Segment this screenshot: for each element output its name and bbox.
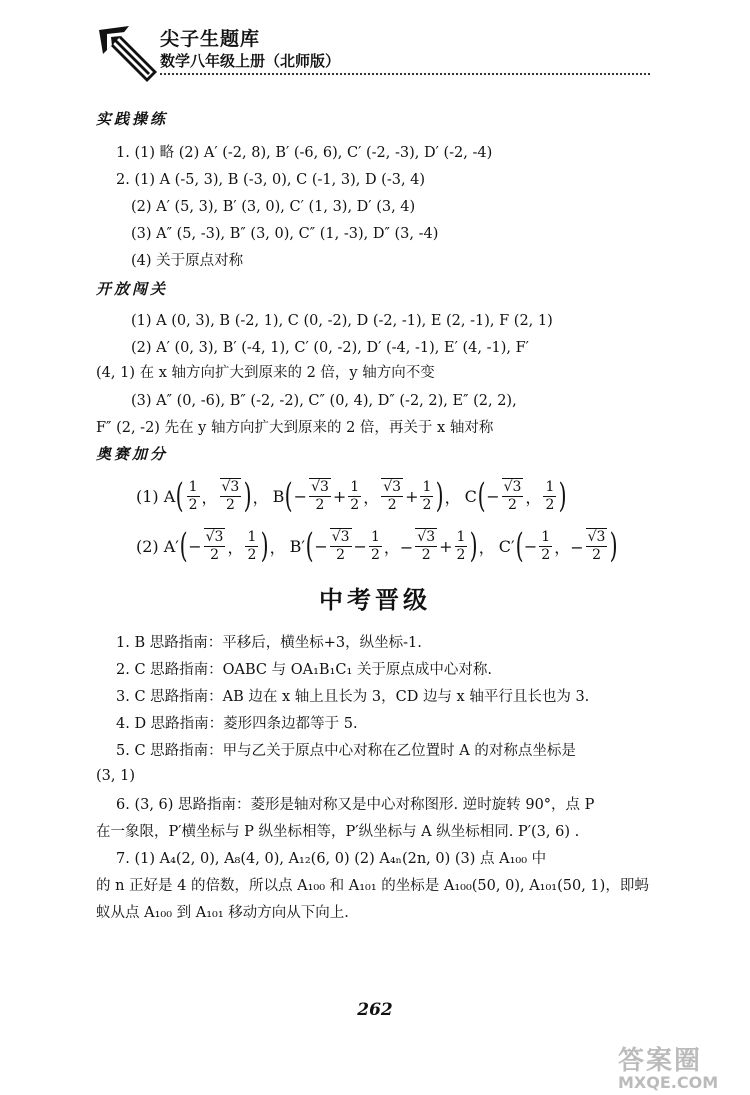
answer-line: (2) A′ (5, 3), B′ (3, 0), C′ (1, 3), D′ (3, 4)	[131, 199, 416, 215]
math-line-1: (1) A ( $\frac{1}{2}$ ， $\frac{√3}{2}$ ) ， B ( − $\frac{√3}{2}$ + $\frac{1}{2}$ ， $\frac{√3}{2}$ + $\frac{1}{2}$ ) ， C ( − $\frac{√3}{2}$ ， $\frac{1}{2}$ )	[136, 476, 567, 516]
answer-line: (3) A″ (5, -3), B″ (3, 0), C″ (1, -3), D″ (3, -4)	[131, 226, 439, 242]
fraction: $\frac{1}{2}$	[456, 528, 466, 563]
fraction: $\frac{1}{2}$	[545, 478, 555, 513]
fraction: $\frac{1}{2}$	[370, 528, 380, 563]
answer-line: (1) A (0, 3), B (-2, 1), C (0, -2), D (-2, -1), E (2, -1), F (2, 1)	[131, 313, 553, 329]
fraction: $\frac{1}{2}$	[188, 478, 198, 513]
paren: (	[175, 476, 184, 516]
fraction: $\frac{√3}{2}$	[417, 529, 436, 563]
math-label: C′	[498, 536, 515, 556]
math-label: B	[272, 486, 285, 506]
book-title: 尖子生题库	[160, 28, 261, 50]
paren: )	[470, 526, 479, 566]
answer-line: (4, 1) 在 x 轴方向扩大到原来的 2 倍，y 轴方向不变	[96, 365, 435, 381]
math-label: C	[464, 486, 477, 506]
section-heading-olympiad: 奥赛加分	[96, 445, 169, 463]
math-label: (1) A	[136, 486, 176, 506]
fraction: $\frac{√3}{2}$	[221, 479, 240, 513]
answer-line: 1. B 思路指南：平移后，横坐标+3，纵坐标-1.	[116, 635, 422, 651]
answer-line: 3. C 思路指南：AB 边在 x 轴上且长为 3，CD 边与 x 轴平行且长也为 3.	[116, 689, 590, 705]
answer-line: 4. D 思路指南：菱形四条边都等于 5.	[116, 716, 358, 732]
answer-line: 的 n 正好是 4 的倍数，所以点 A₁₀₀ 和 A₁₀₁ 的坐标是 A₁₀₀(50, 0), A₁₀₁(50, 1)，即蚂	[96, 878, 649, 894]
answer-line: 在一象限，P′横坐标与 P 纵坐标相等，P′纵坐标与 A 纵坐标相同. P′(3, 6) .	[96, 824, 580, 840]
fraction: $\frac{√3}{2}$	[503, 479, 522, 513]
book-subtitle: 数学八年级上册（北师版）	[160, 52, 341, 70]
fraction: $\frac{√3}{2}$	[311, 479, 329, 513]
arrow-logo-icon	[95, 20, 165, 90]
section-heading-exam: 中考晋级	[319, 586, 431, 614]
fraction: $\frac{√3}{2}$	[205, 529, 224, 563]
paren: )	[559, 476, 567, 516]
answer-line: 1. (1) 略 (2) A′ (-2, 8), B′ (-6, 6), C′ (-2, -3), D′ (-2, -4)	[116, 145, 493, 161]
section-heading-open: 开放闯关	[96, 280, 169, 298]
paren: (	[179, 526, 188, 566]
watermark-url: MXQE.COM	[618, 1073, 719, 1092]
header-divider	[160, 73, 650, 75]
answer-line: (2) A′ (0, 3), B′ (-4, 1), C′ (0, -2), D′ (-4, -1), E′ (4, -1), F′	[131, 340, 529, 356]
answer-line: (3) A″ (0, -6), B″ (-2, -2), C″ (0, 4), D″ (-2, 2), E″ (2, 2),	[131, 393, 517, 409]
answer-line: F″ (2, -2) 先在 y 轴方向扩大到原来的 2 倍，再关于 x 轴对称	[96, 420, 494, 436]
math-label: B′	[289, 536, 306, 556]
answer-line: 7. (1) A₄(2, 0), A₈(4, 0), A₁₂(6, 0) (2) A₄ₙ(2n, 0) (3) 点 A₁₀₀ 中	[116, 851, 547, 867]
paren: (	[515, 526, 524, 566]
fraction: $\frac{√3}{2}$	[587, 529, 606, 563]
fraction: $\frac{√3}{2}$	[383, 479, 402, 513]
paren: )	[436, 476, 445, 516]
math-label: (2) A′	[136, 536, 179, 556]
page-number: 262	[357, 1000, 393, 1020]
paren: )	[243, 476, 252, 516]
answer-line: 2. (1) A (-5, 3), B (-3, 0), C (-1, 3), D (-3, 4)	[116, 172, 426, 188]
paren: )	[261, 526, 269, 566]
section-heading-practice: 实践操练	[96, 110, 169, 128]
math-line-2: (2) A′ ( − $\frac{√3}{2}$ ， $\frac{1}{2}$ ) ， B′ ( − $\frac{√3}{2}$ − $\frac{1}{2}$ ，− $\frac{√3}{2}$ + $\frac{1}{2}$ ) ， C′ ( − $\frac{1}{2}$ ，− $\frac{√3}{2}$ )	[136, 526, 619, 566]
fraction: $\frac{1}{2}$	[422, 478, 432, 513]
answer-line: 2. C 思路指南：OABC 与 OA₁B₁C₁ 关于原点成中心对称.	[116, 662, 493, 678]
paren: (	[285, 476, 294, 516]
paren: (	[477, 476, 486, 516]
answer-line: 6. (3, 6) 思路指南：菱形是轴对称又是中心对称图形. 逆时旋转 90°，点 P	[116, 797, 595, 813]
fraction: $\frac{√3}{2}$	[331, 529, 350, 563]
watermark-text: 答案圈	[618, 1046, 703, 1076]
answer-line: 蚁从点 A₁₀₀ 到 A₁₀₁ 移动方向从下向上.	[96, 905, 349, 921]
answer-line: (3, 1)	[96, 768, 135, 784]
paren: (	[305, 526, 314, 566]
book-header	[95, 20, 655, 90]
watermark	[618, 1040, 743, 1090]
fraction: $\frac{1}{2}$	[350, 478, 360, 513]
fraction: $\frac{1}{2}$	[247, 528, 257, 563]
paren: )	[610, 526, 619, 566]
answer-line: 5. C 思路指南：甲与乙关于原点中心对称在乙位置时 A 的对称点坐标是	[116, 743, 576, 759]
answer-line: (4) 关于原点对称	[131, 253, 244, 269]
fraction: $\frac{1}{2}$	[541, 528, 551, 563]
